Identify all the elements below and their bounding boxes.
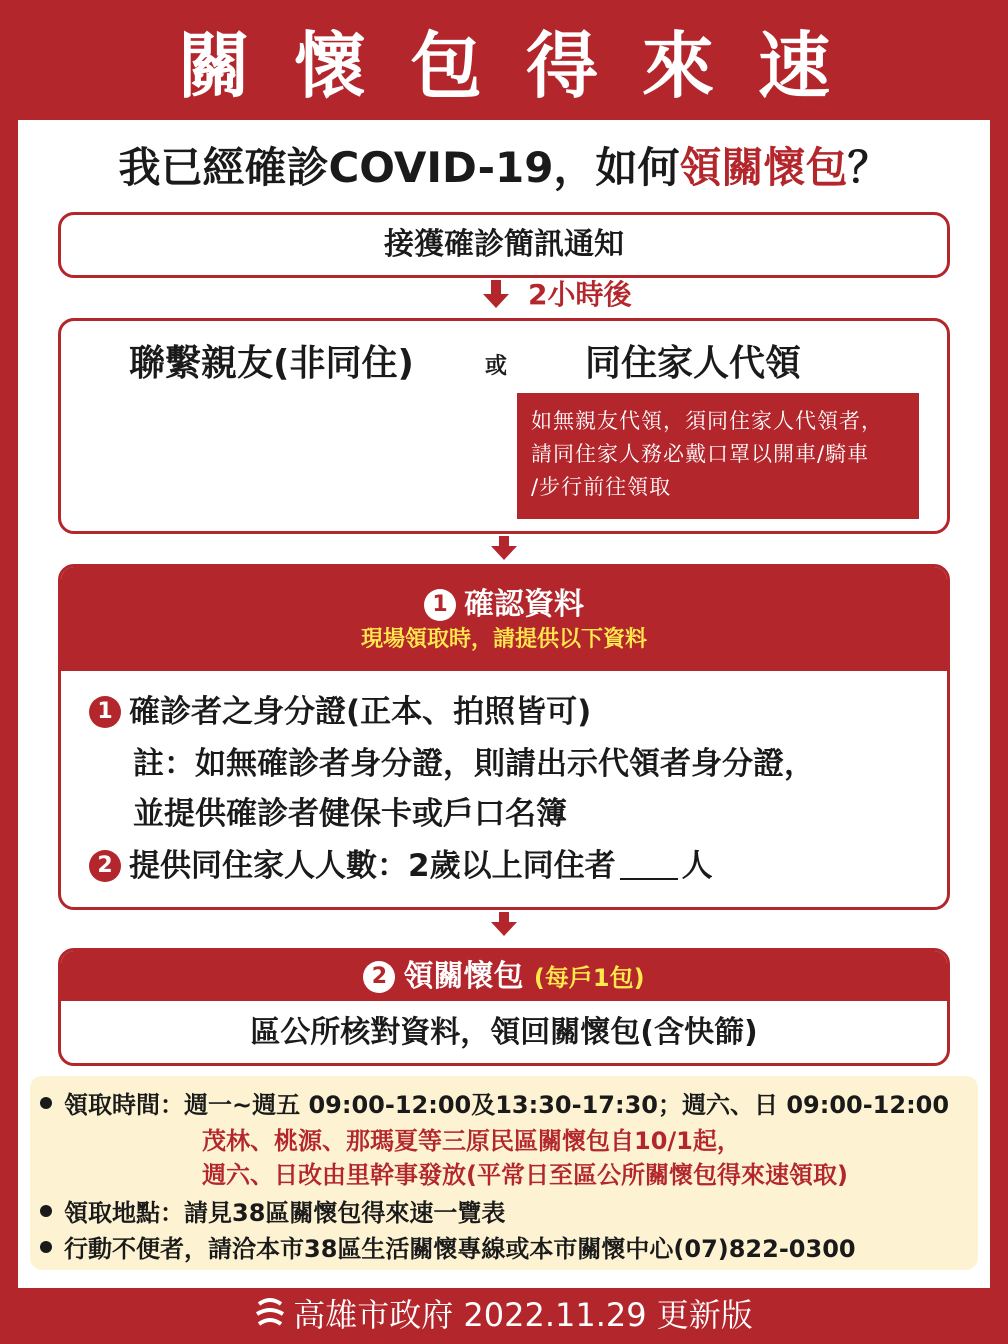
item-number-badge: 2 (89, 850, 121, 882)
bullet-icon (40, 1205, 52, 1217)
pickup-time-note: 週六、日改由里幹事發放(平常日至區公所關懷包得來速領取) (202, 1161, 848, 1189)
item-number-badge: 1 (89, 696, 121, 728)
mobility-row (40, 1232, 856, 1266)
footer (0, 1292, 1008, 1338)
option-friends: 聯繫親友(非同住) (129, 343, 414, 384)
main-title: 關懷包得來速 (177, 24, 874, 108)
receive-pack-limit: (每戶1包) (533, 964, 645, 992)
question-prefix: 我已經確診COVID-19，如何 (118, 143, 680, 192)
step-sms-notice (58, 212, 950, 278)
pickup-time-value: 週一~週五 09:00-12:00及13:30-17:30；週六、日 09:00-12:00 (184, 1091, 950, 1119)
requirement-household (89, 841, 713, 891)
requirement-household-text: 提供同住家人人數：2歲以上同住者 (129, 848, 616, 884)
receive-pack-title: 領關懷包 (403, 959, 524, 994)
confirm-data-header (61, 567, 947, 671)
requirement-note: 註：如無確診者身分證，則請出示代領者身分證， (133, 746, 815, 782)
confirm-data-card (58, 564, 950, 910)
family-pickup-note (517, 393, 919, 519)
page-question (18, 140, 990, 196)
mobility-text: 行動不便者，請洽本市38區生活關懷專線或本市關懷中心(07)822-0300 (64, 1235, 856, 1263)
receive-pack-body: 區公所核對資料，領回關懷包(含快篩) (250, 1015, 758, 1050)
pickup-place-row (40, 1196, 505, 1230)
pickup-time-row (40, 1088, 949, 1122)
footer-version: 更新版 (656, 1296, 753, 1334)
arrow-time-label: 2小時後 (528, 278, 632, 311)
footer-date: 2022.11.29 (463, 1296, 647, 1334)
receive-pack-card (58, 948, 950, 1066)
pickup-place-label: 領取地點： (64, 1199, 184, 1227)
option-family: 同住家人代領 (585, 343, 802, 384)
requirement-note: 並提供確診者健保卡或戶口名簿 (133, 796, 567, 832)
household-count-blank (620, 844, 678, 880)
requirement-id (89, 687, 591, 737)
confirm-data-title: 確認資料 (464, 587, 584, 622)
step-sms-notice-label: 接獲確診簡訊通知 (384, 227, 624, 262)
question-suffix: ？ (847, 143, 890, 192)
note-line: 請同住家人務必戴口罩以開車/騎車 (531, 442, 870, 466)
receive-pack-header (61, 951, 947, 1001)
requirement-household-unit: 人 (681, 848, 713, 884)
pickup-place-value: 請見38區關懷包得來速一覽表 (184, 1199, 506, 1227)
note-line: /步行前往領取 (531, 475, 672, 499)
step-number-badge: 2 (363, 961, 395, 993)
pickup-choice-box (58, 318, 950, 534)
confirm-data-subtitle: 現場領取時，請提供以下資料 (360, 627, 647, 652)
pickup-time-note: 茂林、桃源、那瑪夏等三原民區關懷包自10/1起， (202, 1127, 741, 1155)
question-highlight: 領關懷包 (679, 143, 848, 192)
option-or: 或 (485, 354, 508, 379)
kaohsiung-logo-icon (255, 1296, 285, 1332)
requirement-id-text: 確診者之身分證(正本、拍照皆可) (129, 694, 592, 730)
content-panel (18, 120, 990, 1288)
step-number-badge: 1 (424, 589, 456, 621)
pickup-time-label: 領取時間： (64, 1091, 184, 1119)
bullet-icon (40, 1097, 52, 1109)
footer-org: 高雄市政府 (293, 1296, 454, 1334)
note-line: 如無親友代領，須同住家人代領者， (531, 409, 883, 433)
bullet-icon (40, 1241, 52, 1253)
info-panel (30, 1076, 978, 1270)
